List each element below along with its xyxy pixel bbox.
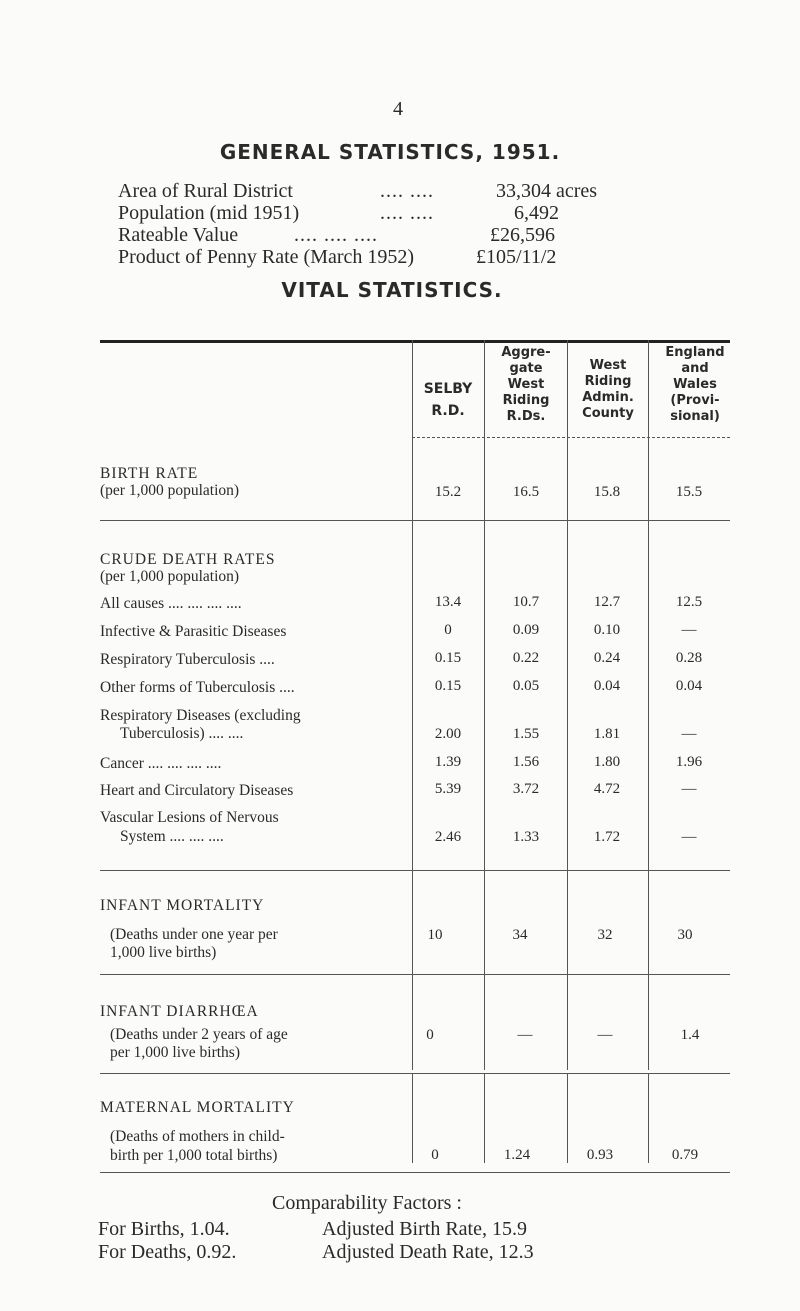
- column-divider-1: [412, 340, 413, 1070]
- birth-rate-selby: 15.2: [434, 484, 462, 500]
- infant-diarrhoea-england-wales: 1.4: [680, 1027, 700, 1043]
- birth-rate-aggregate: 16.5: [512, 484, 540, 500]
- death-row-aggregate: 1.33: [512, 829, 540, 845]
- death-row-label-continued: System .... .... ....: [120, 828, 224, 845]
- population-label: Population (mid 1951): [118, 202, 300, 224]
- maternal-mortality-subheading: (Deaths of mothers in child-: [110, 1128, 285, 1145]
- maternal-mortality-west-riding: 0.93: [586, 1147, 614, 1163]
- death-row-west-riding: 0.24: [593, 650, 621, 666]
- death-row-aggregate: 0.09: [512, 622, 540, 638]
- infant-diarrhoea-subheading: (Deaths under 2 years of age: [110, 1026, 288, 1043]
- death-row-england-wales: 0.04: [675, 678, 703, 694]
- maternal-mortality-england-wales: 0.79: [671, 1147, 699, 1163]
- birth-rate-subheading: (per 1,000 population): [100, 482, 240, 499]
- death-row-label: Vascular Lesions of Nervous: [100, 809, 279, 826]
- column-divider-3: [567, 340, 568, 1070]
- area-label: Area of Rural District: [118, 180, 293, 202]
- maternal-divider-4: [648, 1073, 649, 1163]
- table-bottom-rule: [100, 1172, 730, 1173]
- column-header-selby: [413, 378, 483, 422]
- maternal-mortality-subheading-continued: birth per 1,000 total births): [110, 1147, 278, 1164]
- maternal-mortality-selby: 0: [431, 1147, 439, 1163]
- death-row-selby: 13.4: [434, 594, 462, 610]
- infant-diarrhoea-aggregate: —: [517, 1027, 533, 1043]
- area-value: 33,304 acres: [496, 180, 598, 202]
- births-factor: For Births, 1.04.: [98, 1218, 230, 1240]
- penny-rate-label: Product of Penny Rate (March 1952): [118, 246, 415, 268]
- death-row-england-wales: 12.5: [675, 594, 703, 610]
- deaths-factor: For Deaths, 0.92.: [98, 1241, 237, 1263]
- rateable-value-label: Rateable Value: [118, 224, 239, 246]
- death-row-england-wales: 1.96: [675, 754, 703, 770]
- vital-statistics-title: VITAL STATISTICS.: [281, 278, 503, 302]
- death-rates-heading: CRUDE DEATH RATES: [100, 551, 276, 568]
- death-row-selby: 2.46: [434, 829, 462, 845]
- column-divider-2: [484, 340, 485, 1070]
- death-row-england-wales: —: [681, 622, 697, 638]
- death-row-aggregate: 10.7: [512, 594, 540, 610]
- column-header-selby-line2: R.D.: [431, 403, 465, 419]
- death-row-aggregate: 0.22: [512, 650, 540, 666]
- death-row-label: Infective & Parasitic Diseases: [100, 623, 287, 640]
- column-header-selby-line1: SELBY: [423, 381, 473, 397]
- death-row-england-wales: 0.28: [675, 650, 703, 666]
- column-header-aggregate: [486, 345, 566, 425]
- maternal-divider-3: [567, 1073, 568, 1163]
- column-header-west-riding-line1: West: [589, 358, 627, 373]
- comparability-heading: Comparability Factors :: [272, 1192, 462, 1214]
- death-row-aggregate: 0.05: [512, 678, 540, 694]
- column-header-england-wales: [650, 345, 740, 425]
- column-header-england-wales-line4: (Provi-: [670, 393, 720, 408]
- birth-rate-bottom-rule: [100, 520, 730, 521]
- death-row-label: All causes .... .... .... ....: [100, 595, 242, 612]
- area-dots: .... ....: [380, 180, 434, 202]
- death-row-selby: 1.39: [434, 754, 462, 770]
- vital-statistics-table: [0, 340, 800, 1100]
- column-header-aggregate-line1: Aggre-: [501, 345, 551, 360]
- death-row-label-continued: Tuberculosis) .... ....: [120, 725, 244, 742]
- column-header-aggregate-line4: Riding: [502, 393, 550, 408]
- header-bottom-rule: [412, 437, 730, 438]
- general-statistics-title: GENERAL STATISTICS, 1951.: [219, 140, 561, 164]
- death-row-england-wales: —: [681, 781, 697, 797]
- death-row-aggregate: 3.72: [512, 781, 540, 797]
- death-row-selby: 2.00: [434, 726, 462, 742]
- birth-rate-west-riding: 15.8: [593, 484, 621, 500]
- infant-mortality-heading: INFANT MORTALITY: [100, 897, 265, 914]
- death-row-label: Heart and Circulatory Diseases: [100, 782, 294, 799]
- population-dots: .... ....: [380, 202, 434, 224]
- death-row-west-riding: 4.72: [593, 781, 621, 797]
- death-row-west-riding: 1.80: [593, 754, 621, 770]
- infant-mortality-subheading-continued: 1,000 live births): [110, 944, 217, 961]
- maternal-divider-2: [484, 1073, 485, 1163]
- column-header-west-riding-line2: Riding: [584, 374, 632, 389]
- infant-diarrhoea-subheading-continued: per 1,000 live births): [110, 1044, 241, 1061]
- death-row-label: Other forms of Tuberculosis ....: [100, 679, 295, 696]
- adjusted-death-rate: Adjusted Death Rate, 12.3: [322, 1241, 534, 1263]
- infant-mortality-aggregate: 34: [512, 927, 528, 943]
- death-row-west-riding: 1.72: [593, 829, 621, 845]
- infant-mortality-england-wales: 30: [677, 927, 693, 943]
- column-header-aggregate-line2: gate: [509, 361, 543, 376]
- birth-rate-heading: BIRTH RATE: [100, 465, 199, 482]
- death-row-west-riding: 0.04: [593, 678, 621, 694]
- infant-mortality-selby: 10: [427, 927, 443, 943]
- maternal-mortality-aggregate: 1.24: [503, 1147, 531, 1163]
- table-top-rule: [100, 340, 730, 343]
- death-row-selby: 0.15: [434, 650, 462, 666]
- infant-diarrhoea-west-riding: —: [597, 1027, 613, 1043]
- infant-diarrhoea-heading: INFANT DIARRHŒA: [100, 1003, 259, 1020]
- column-header-england-wales-line1: England: [665, 345, 725, 360]
- death-row-west-riding: 12.7: [593, 594, 621, 610]
- column-header-england-wales-line2: and: [681, 361, 709, 376]
- rateable-value-value: £26,596: [490, 224, 555, 246]
- death-row-label: Respiratory Tuberculosis ....: [100, 651, 275, 668]
- death-row-england-wales: —: [681, 726, 697, 742]
- death-row-aggregate: 1.55: [512, 726, 540, 742]
- population-value: 6,492: [514, 202, 559, 224]
- death-row-label: Cancer .... .... .... ....: [100, 755, 222, 772]
- infant-mortality-subheading: (Deaths under one year per: [110, 926, 278, 943]
- death-rates-subheading: (per 1,000 population): [100, 568, 240, 585]
- penny-rate-value: £105/11/2: [476, 246, 557, 268]
- rateable-value-dots: .... .... ....: [294, 224, 378, 246]
- page-number: 4: [393, 98, 403, 120]
- death-row-aggregate: 1.56: [512, 754, 540, 770]
- death-rates-bottom-rule: [100, 870, 730, 871]
- column-header-west-riding: [568, 358, 648, 422]
- column-header-aggregate-line5: R.Ds.: [506, 409, 546, 424]
- infant-mortality-west-riding: 32: [597, 927, 613, 943]
- infant-diarrhoea-bottom-rule: [100, 1073, 730, 1074]
- death-row-label: Respiratory Diseases (excluding: [100, 707, 301, 724]
- death-row-selby: 5.39: [434, 781, 462, 797]
- infant-mortality-bottom-rule: [100, 974, 730, 975]
- column-header-england-wales-line3: Wales: [673, 377, 717, 392]
- birth-rate-england-wales: 15.5: [675, 484, 703, 500]
- death-row-selby: 0: [444, 622, 452, 638]
- column-header-west-riding-line3: Admin.: [582, 390, 634, 405]
- column-divider-4: [648, 340, 649, 1070]
- death-row-west-riding: 1.81: [593, 726, 621, 742]
- adjusted-birth-rate: Adjusted Birth Rate, 15.9: [322, 1218, 527, 1240]
- column-header-aggregate-line3: West: [507, 377, 545, 392]
- infant-diarrhoea-selby: 0: [426, 1027, 434, 1043]
- death-row-england-wales: —: [681, 829, 697, 845]
- death-row-selby: 0.15: [434, 678, 462, 694]
- death-row-west-riding: 0.10: [593, 622, 621, 638]
- column-header-west-riding-line4: County: [582, 406, 634, 421]
- column-header-england-wales-line5: sional): [670, 409, 720, 424]
- maternal-mortality-heading: MATERNAL MORTALITY: [100, 1099, 295, 1116]
